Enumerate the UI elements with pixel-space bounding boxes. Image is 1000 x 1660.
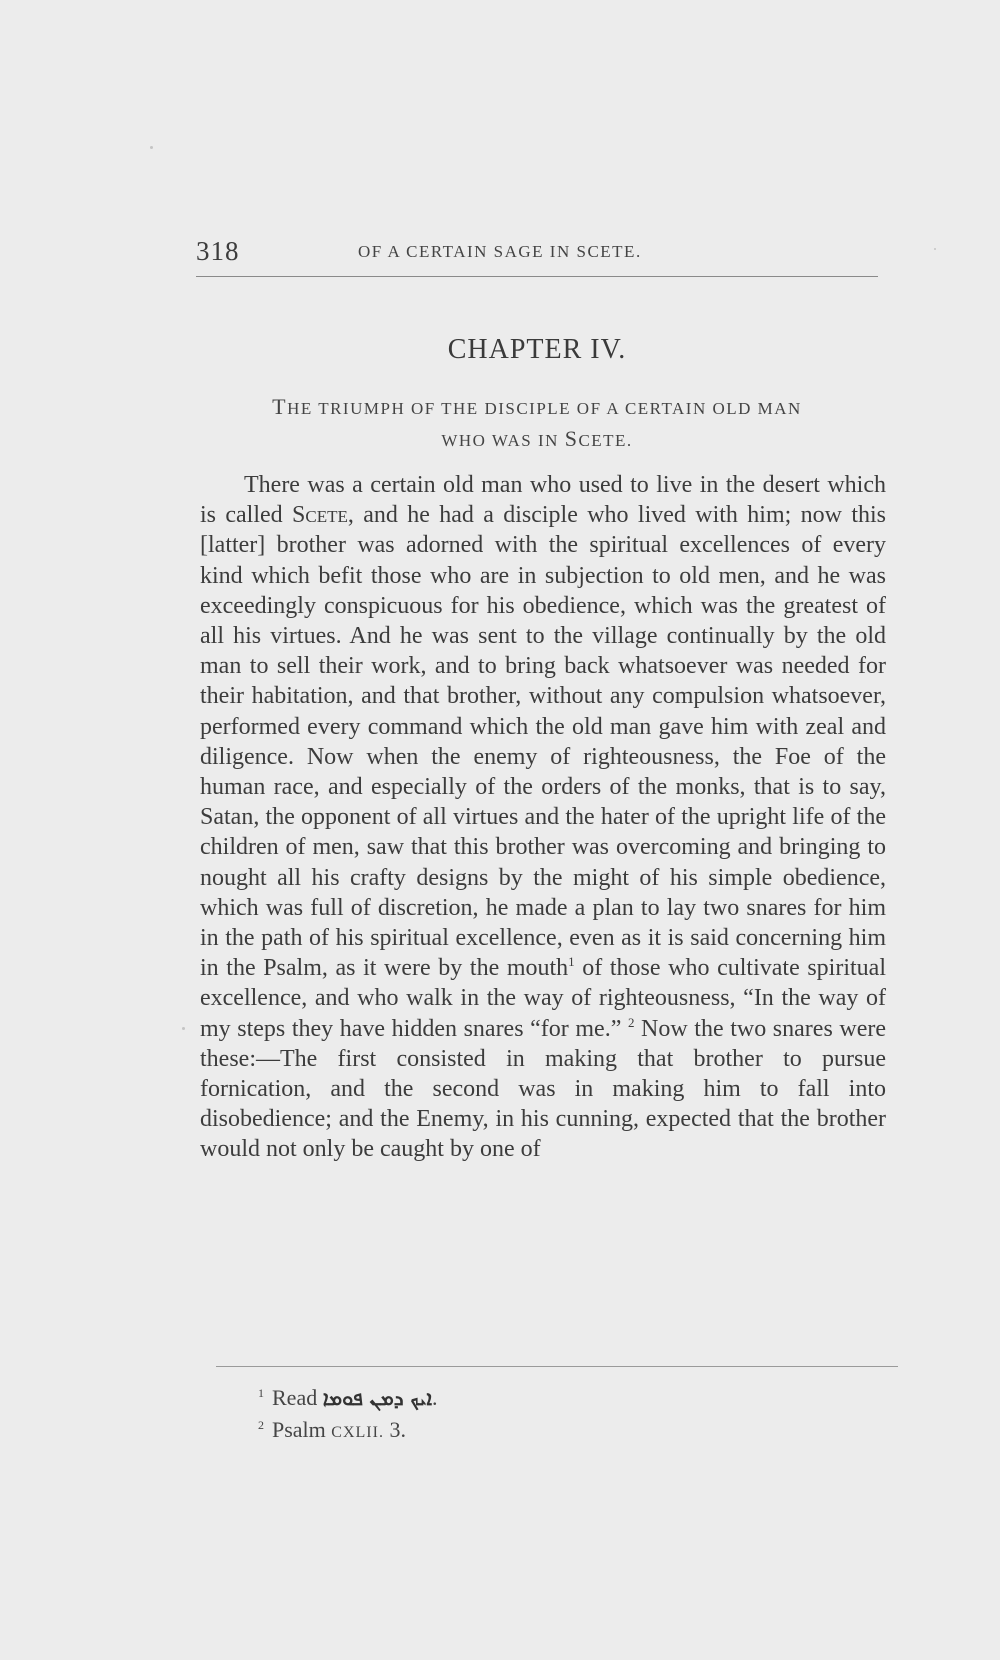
footnote-mark: 1	[258, 1385, 264, 1400]
chapter-subtitle-line	[196, 392, 878, 424]
subtitle-initial: T	[272, 394, 288, 419]
paper-speck	[150, 146, 153, 149]
footnote	[258, 1414, 438, 1449]
body-text	[200, 470, 886, 1165]
psalm-number: CXLII.	[331, 1424, 384, 1441]
body-text-run: There was a certain old man who used to live in the desert which is called	[200, 472, 886, 529]
subtitle-text: HE TRIUMPH OF THE DISCIPLE OF A CERTAIN OLD MAN	[287, 399, 802, 418]
footnote-label: Read	[272, 1385, 318, 1410]
footnote-mark: 2	[258, 1417, 264, 1432]
body-paragraph	[200, 470, 886, 1165]
paper-speck	[934, 248, 936, 250]
footnote	[258, 1382, 438, 1414]
footnote-reference[interactable]: 2	[627, 1014, 635, 1030]
subtitle-text: WHO WAS IN	[441, 431, 565, 450]
chapter-heading: CHAPTER IV.	[447, 334, 627, 365]
footnote-end: 3.	[389, 1417, 406, 1442]
body-text-run: , and he had a disciple who lived with him; now this [latter] brother was adorned with the spiritual excellences of every kind which befit those who are in subjection to old men, and he was exceedingly conspicuous for his obedience, which was the greatest of all his virtues. And he was sent to the village continually by the old man to sell their work, and to bring back whatsoever was needed for their habitation, and that brother, without any compulsion whatsoever, performed every command which the old man gave him with zeal and diligence. Now when the enemy of righteousness, the Foe of the human race, and especially of the orders of the monks, that is to say, Satan, the opponent of all virtues and the hater of the upright life of the children of men, saw that this brother was overcoming and bringing to nought all his crafty designs by the might of his simple obedience, which was full of discretion, he made a plan to lay two snares for him in the path of his spiritual excellence, even as it is said concerning him in the Psalm, as it were by the mouth	[200, 502, 886, 982]
place-name-scete: Scete	[292, 502, 348, 529]
footnote-divider	[216, 1366, 898, 1367]
subtitle-text: CETE.	[578, 431, 633, 450]
syriac-text: ܐܝܟ ܕܡܢ ܦܘܡܐ	[322, 1386, 433, 1410]
footnote-reference[interactable]: 1	[568, 954, 575, 970]
body-text-run: Now the two snares were these:—The first consisted in making that brother to pursue fornication, and the second was in making him to fall into disobedience; and the Enemy, in his cunning, expected that the brother would not only be caught by one of	[200, 1015, 887, 1163]
subtitle-initial: S	[564, 426, 579, 451]
chapter-subtitle	[196, 392, 878, 456]
footnote-label: Psalm	[272, 1417, 326, 1442]
running-title: OF A CERTAIN SAGE IN SCETE.	[358, 242, 642, 261]
body-text-run: of those who cultivate spiritual excellence, and who walk in the way of righteousness, “In the way of my steps they have hidden snares “for me.”	[200, 955, 886, 1042]
chapter-subtitle-line	[196, 424, 878, 456]
paper-speck	[182, 1027, 185, 1030]
running-head	[196, 236, 878, 277]
footnote-end: .	[432, 1385, 438, 1410]
footnotes	[258, 1382, 438, 1449]
page-number: 318	[196, 236, 240, 266]
